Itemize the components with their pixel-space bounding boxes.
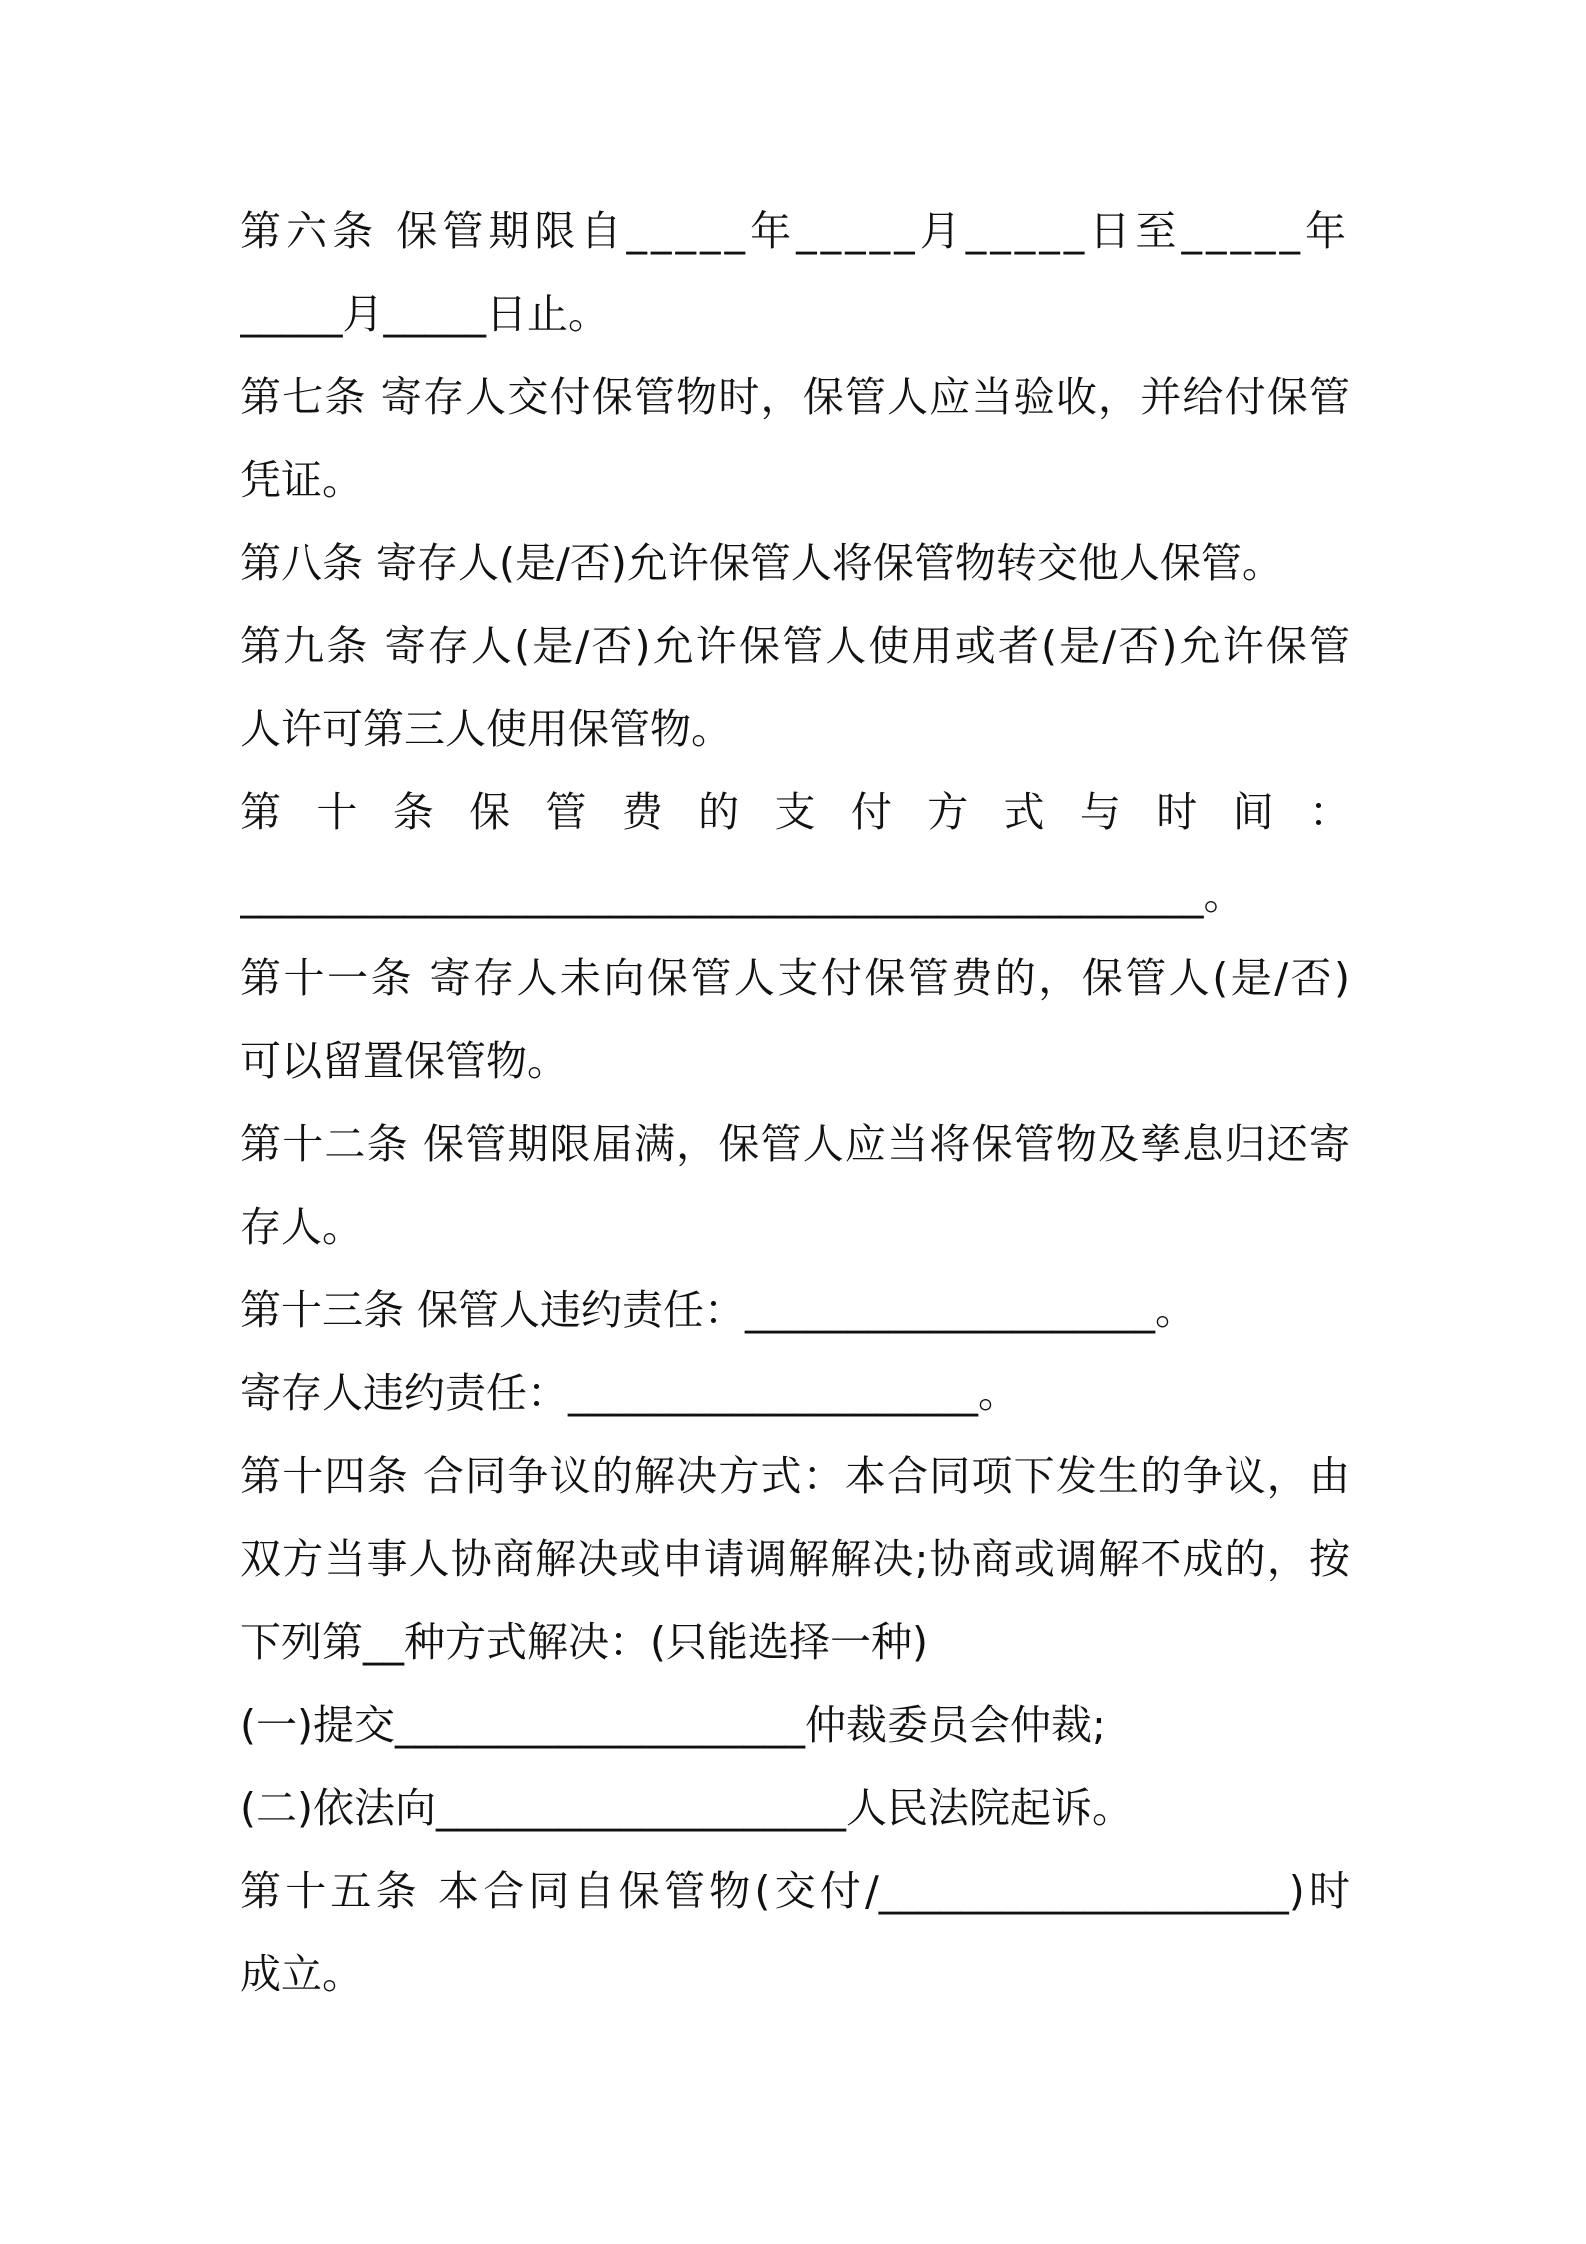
article-14-line-1: 第十四条 合同争议的解决方式：本合同项下发生的争议，由	[240, 1452, 1350, 1500]
article-12-line-2: 存人。	[240, 1203, 363, 1251]
article-10-line-2: _______________________________________________。	[240, 871, 1245, 919]
article-14-line-2: 双方当事人协商解决或申请调解解决;协商或调解不成的，按	[240, 1535, 1350, 1583]
article-8-line-1: 第八条 寄存人(是/否)允许保管人将保管物转交他人保管。	[240, 539, 1283, 587]
article-7-line-2: 凭证。	[240, 456, 363, 504]
article-13-line-1: 第十三条 保管人违约责任：____________________。	[240, 1286, 1197, 1334]
article-9-line-1: 第九条 寄存人(是/否)允许保管人使用或者(是/否)允许保管	[240, 622, 1350, 670]
article-15-line-1: 第十五条 本合同自保管物(交付/____________________)时	[240, 1867, 1350, 1915]
article-6-line-2: _____月_____日止。	[240, 290, 609, 338]
contract-body	[240, 190, 1350, 2016]
article-14-line-3: 下列第__种方式解决：(只能选择一种)	[240, 1618, 928, 1666]
article-11-line-1: 第十一条 寄存人未向保管人支付保管费的，保管人(是/否)	[240, 954, 1350, 1002]
article-14-option-1: (一)提交____________________仲裁委员会仲裁;	[240, 1701, 1106, 1749]
article-9-line-2: 人许可第三人使用保管物。	[240, 705, 732, 753]
article-15-line-2: 成立。	[240, 1950, 363, 1998]
article-12-line-1: 第十二条 保管期限届满，保管人应当将保管物及孳息归还寄	[240, 1120, 1350, 1168]
article-11-line-2: 可以留置保管物。	[240, 1037, 568, 1085]
article-14-option-2: (二)依法向____________________人民法院起诉。	[240, 1784, 1133, 1832]
article-13-line-2: 寄存人违约责任：____________________。	[240, 1369, 1019, 1417]
article-10-line-1: 第 十 条 保 管 费 的 支 付 方 式 与 时 间 ：	[240, 788, 1350, 836]
article-7-line-1: 第七条 寄存人交付保管物时，保管人应当验收，并给付保管	[240, 373, 1350, 421]
article-6-line-1: 第六条 保管期限自_____年_____月_____日至_____年	[240, 207, 1350, 255]
